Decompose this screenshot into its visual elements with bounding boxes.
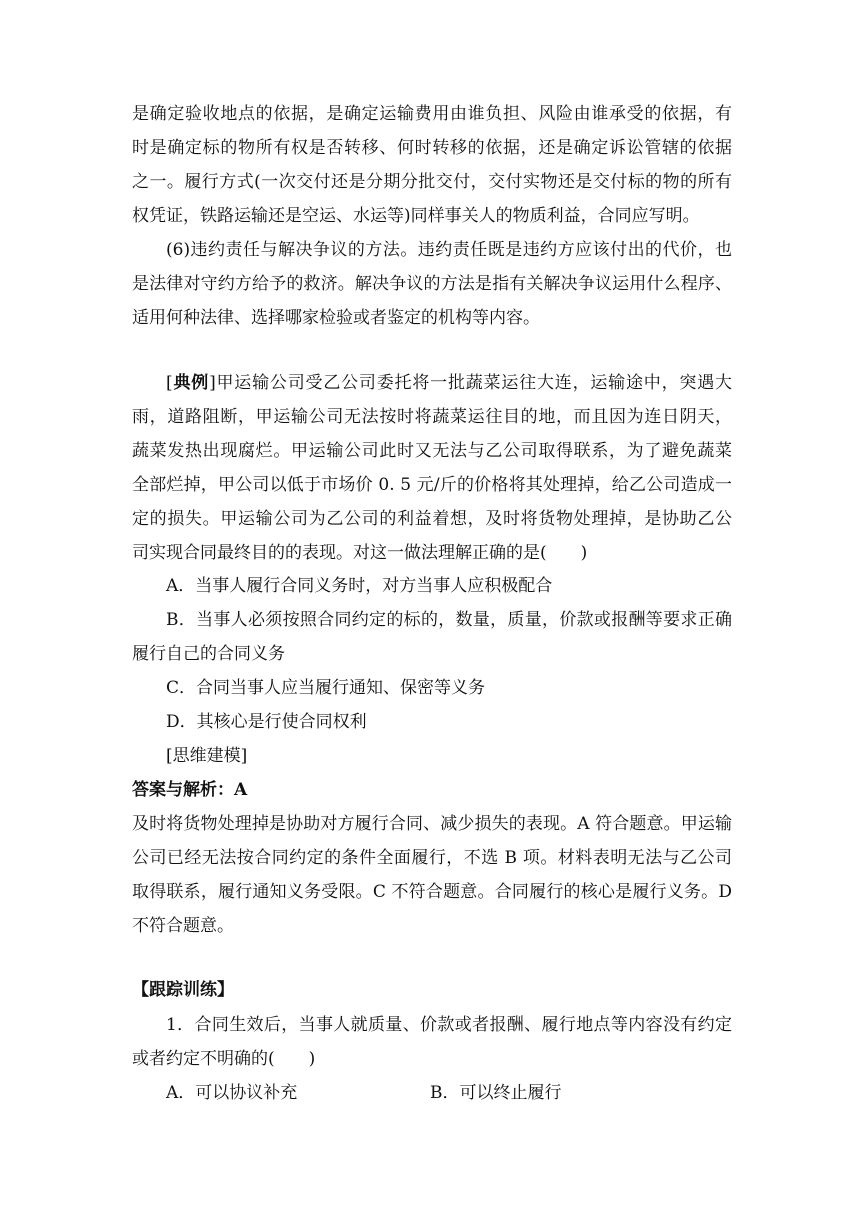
- question-1: 1．合同生效后，当事人就质量、价款或者报酬、履行地点等内容没有约定: [166, 1015, 732, 1035]
- option-a: A．当事人履行合同义务时，对方当事人应积极配合: [166, 576, 553, 596]
- answer-line: 及时将货物处理掉是协助对方履行合同、减少损失的表现。A 符合题意。甲运输: [132, 814, 732, 834]
- example-line: 蔬菜发热出现腐烂。甲运输公司此时又无法与乙公司取得联系，为了避免蔬菜: [132, 441, 732, 461]
- question-1-continued: 或者约定不明确的( ): [132, 1049, 316, 1069]
- example-line: 定的损失。甲运输公司为乙公司的利益着想，及时将货物处理掉，是协助乙公: [132, 509, 732, 529]
- thinking-model-heading: [思维建模]: [166, 746, 248, 766]
- training-option-b: B．可以终止履行: [430, 1083, 562, 1103]
- answer-line: 公司已经无法按合同约定的条件全面履行，不选 B 项。材料表明无法与乙公司: [132, 848, 732, 868]
- example-line: 雨，道路阻断，甲运输公司无法按时将蔬菜运往目的地，而且因为连日阴天，: [132, 407, 732, 427]
- example-tag: 典例: [172, 373, 210, 393]
- training-option-a: A．可以协议补充: [166, 1083, 298, 1103]
- item-6-line: 适用何种法律、选择哪家检验或者鉴定的机构等内容。: [132, 308, 540, 328]
- example-question-line: 司实现合同最终目的的表现。对这一做法理解正确的是( ): [132, 543, 588, 563]
- example-first-line-text: 甲运输公司受乙公司委托将一批蔬菜运往大连，运输途中，突遇大: [215, 373, 733, 393]
- training-heading: 【跟踪训练】: [132, 980, 234, 1000]
- example-first-line: [166, 371, 732, 395]
- option-d: D．其核心是行使合同权利: [166, 712, 367, 732]
- example-open-bracket: [: [166, 373, 173, 393]
- paragraph-line: 权凭证，铁路运输还是空运、水运等)同样事关人的物质利益，合同应写明。: [132, 206, 700, 226]
- paragraph-line: 时是确定标的物所有权是否转移、何时转移的依据，还是确定诉讼管辖的依据: [132, 138, 732, 158]
- item-6-line: 是法律对守约方给予的救济。解决争议的方法是指有关解决争议运用什么程序、: [132, 274, 732, 294]
- paragraph-line: 是确定验收地点的依据，是确定运输费用由谁负担、风险由谁承受的依据，有: [132, 104, 732, 124]
- answer-line: 取得联系，履行通知义务受限。C 不符合题意。合同履行的核心是履行义务。D: [132, 882, 732, 902]
- example-close-bracket: ]: [209, 373, 216, 393]
- item-6-line: (6)违约责任与解决争议的方法。违约责任既是违约方应该付出的代价，也: [166, 240, 732, 260]
- answer-line: 不符合题意。: [132, 916, 234, 936]
- option-b: B．当事人必须按照合同约定的标的，数量，质量，价款或报酬等要求正确: [166, 610, 732, 630]
- option-c: C．合同当事人应当履行通知、保密等义务: [166, 678, 486, 698]
- paragraph-line: 之一。履行方式(一次交付还是分期分批交付，交付实物还是交付标的物的所有: [132, 172, 732, 192]
- option-b-continued: 履行自己的合同义务: [132, 644, 285, 664]
- answer-label: 答案与解析：A: [132, 780, 248, 800]
- example-line: 全部烂掉，甲公司以低于市场价 0. 5 元/斤的价格将其处理掉，给乙公司造成一: [132, 475, 732, 495]
